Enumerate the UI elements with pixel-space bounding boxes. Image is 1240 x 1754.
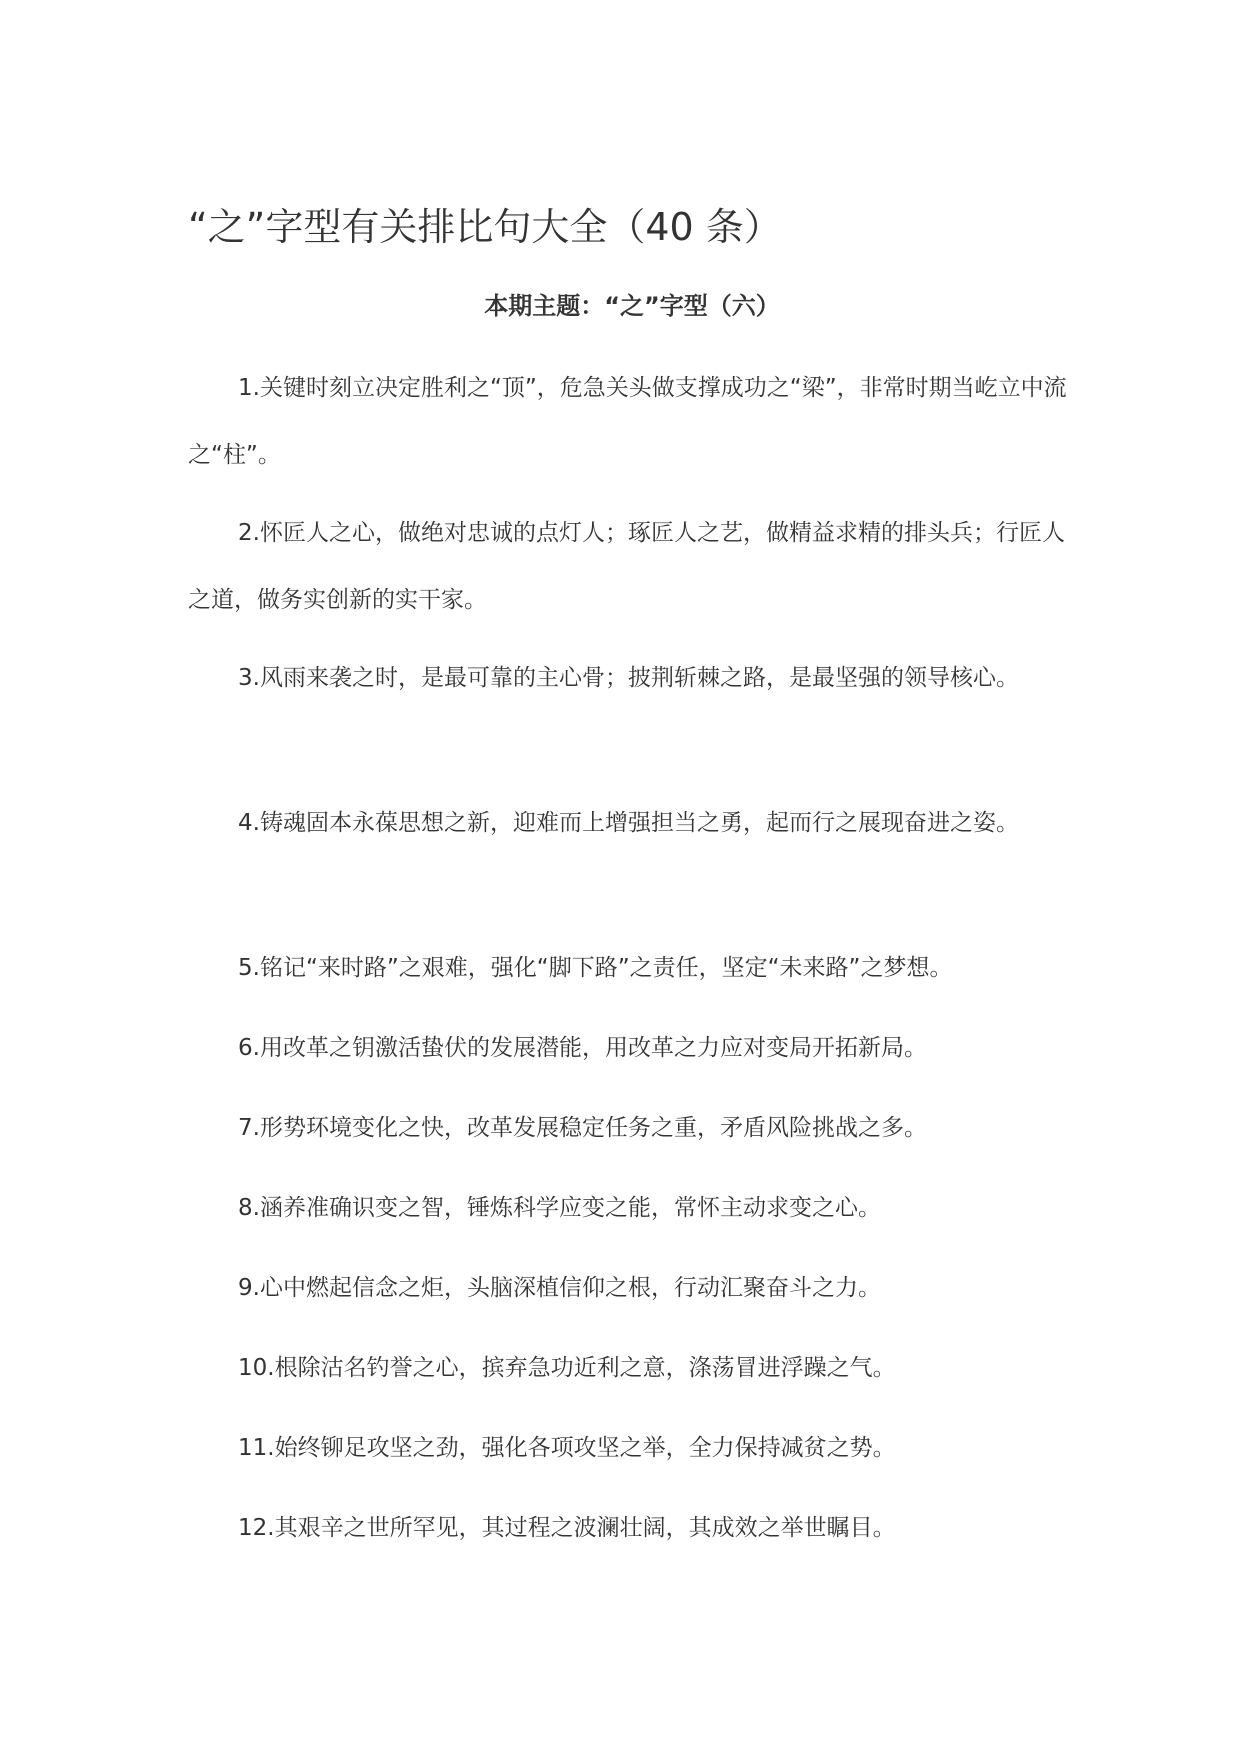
list-item: 7.形势环境变化之快，改革发展稳定任务之重，矛盾风险挑战之多。 [238, 1115, 927, 1141]
document-title: “之”字型有关排比句大全（40 条） [188, 205, 782, 249]
list-item: 6.用改革之钥激活蛰伏的发展潜能，用改革之力应对变局开拓新局。 [238, 1035, 927, 1061]
list-item: 11.始终铆足攻坚之劲，强化各项攻坚之举，全力保持减贫之势。 [238, 1435, 896, 1461]
list-item: 2.怀匠人之心，做绝对忠诚的点灯人；琢匠人之艺，做精益求精的排头兵；行匠人之道，做务实创新的实干家。 [188, 520, 1065, 613]
list-item: 5.铭记“来时路”之艰难，强化“脚下路”之责任，坚定“未来路”之梦想。 [238, 955, 953, 981]
list-item: 12.其艰辛之世所罕见，其过程之波澜壮阔，其成效之举世瞩目。 [238, 1515, 896, 1541]
list-item: 8.涵养准确识变之智，锤炼科学应变之能，常怀主动求变之心。 [238, 1195, 881, 1221]
document-subtitle: 本期主题：“之”字型（六） [484, 292, 780, 320]
list-item: 10.根除沽名钓誉之心，摈弃急功近利之意，涤荡冒进浮躁之气。 [238, 1355, 896, 1381]
list-item: 1.关键时刻立决定胜利之“顶”，危急关头做支撑成功之“梁”，非常时期当屹立中流之“柱”。 [188, 375, 1067, 468]
list-item: 3.风雨来袭之时，是最可靠的主心骨；披荆斩棘之路，是最坚强的领导核心。 [238, 665, 1019, 691]
list-item: 4.铸魂固本永葆思想之新，迎难而上增强担当之勇，起而行之展现奋进之姿。 [238, 810, 1019, 836]
list-item: 9.心中燃起信念之炬，头脑深植信仰之根，行动汇聚奋斗之力。 [238, 1275, 881, 1301]
